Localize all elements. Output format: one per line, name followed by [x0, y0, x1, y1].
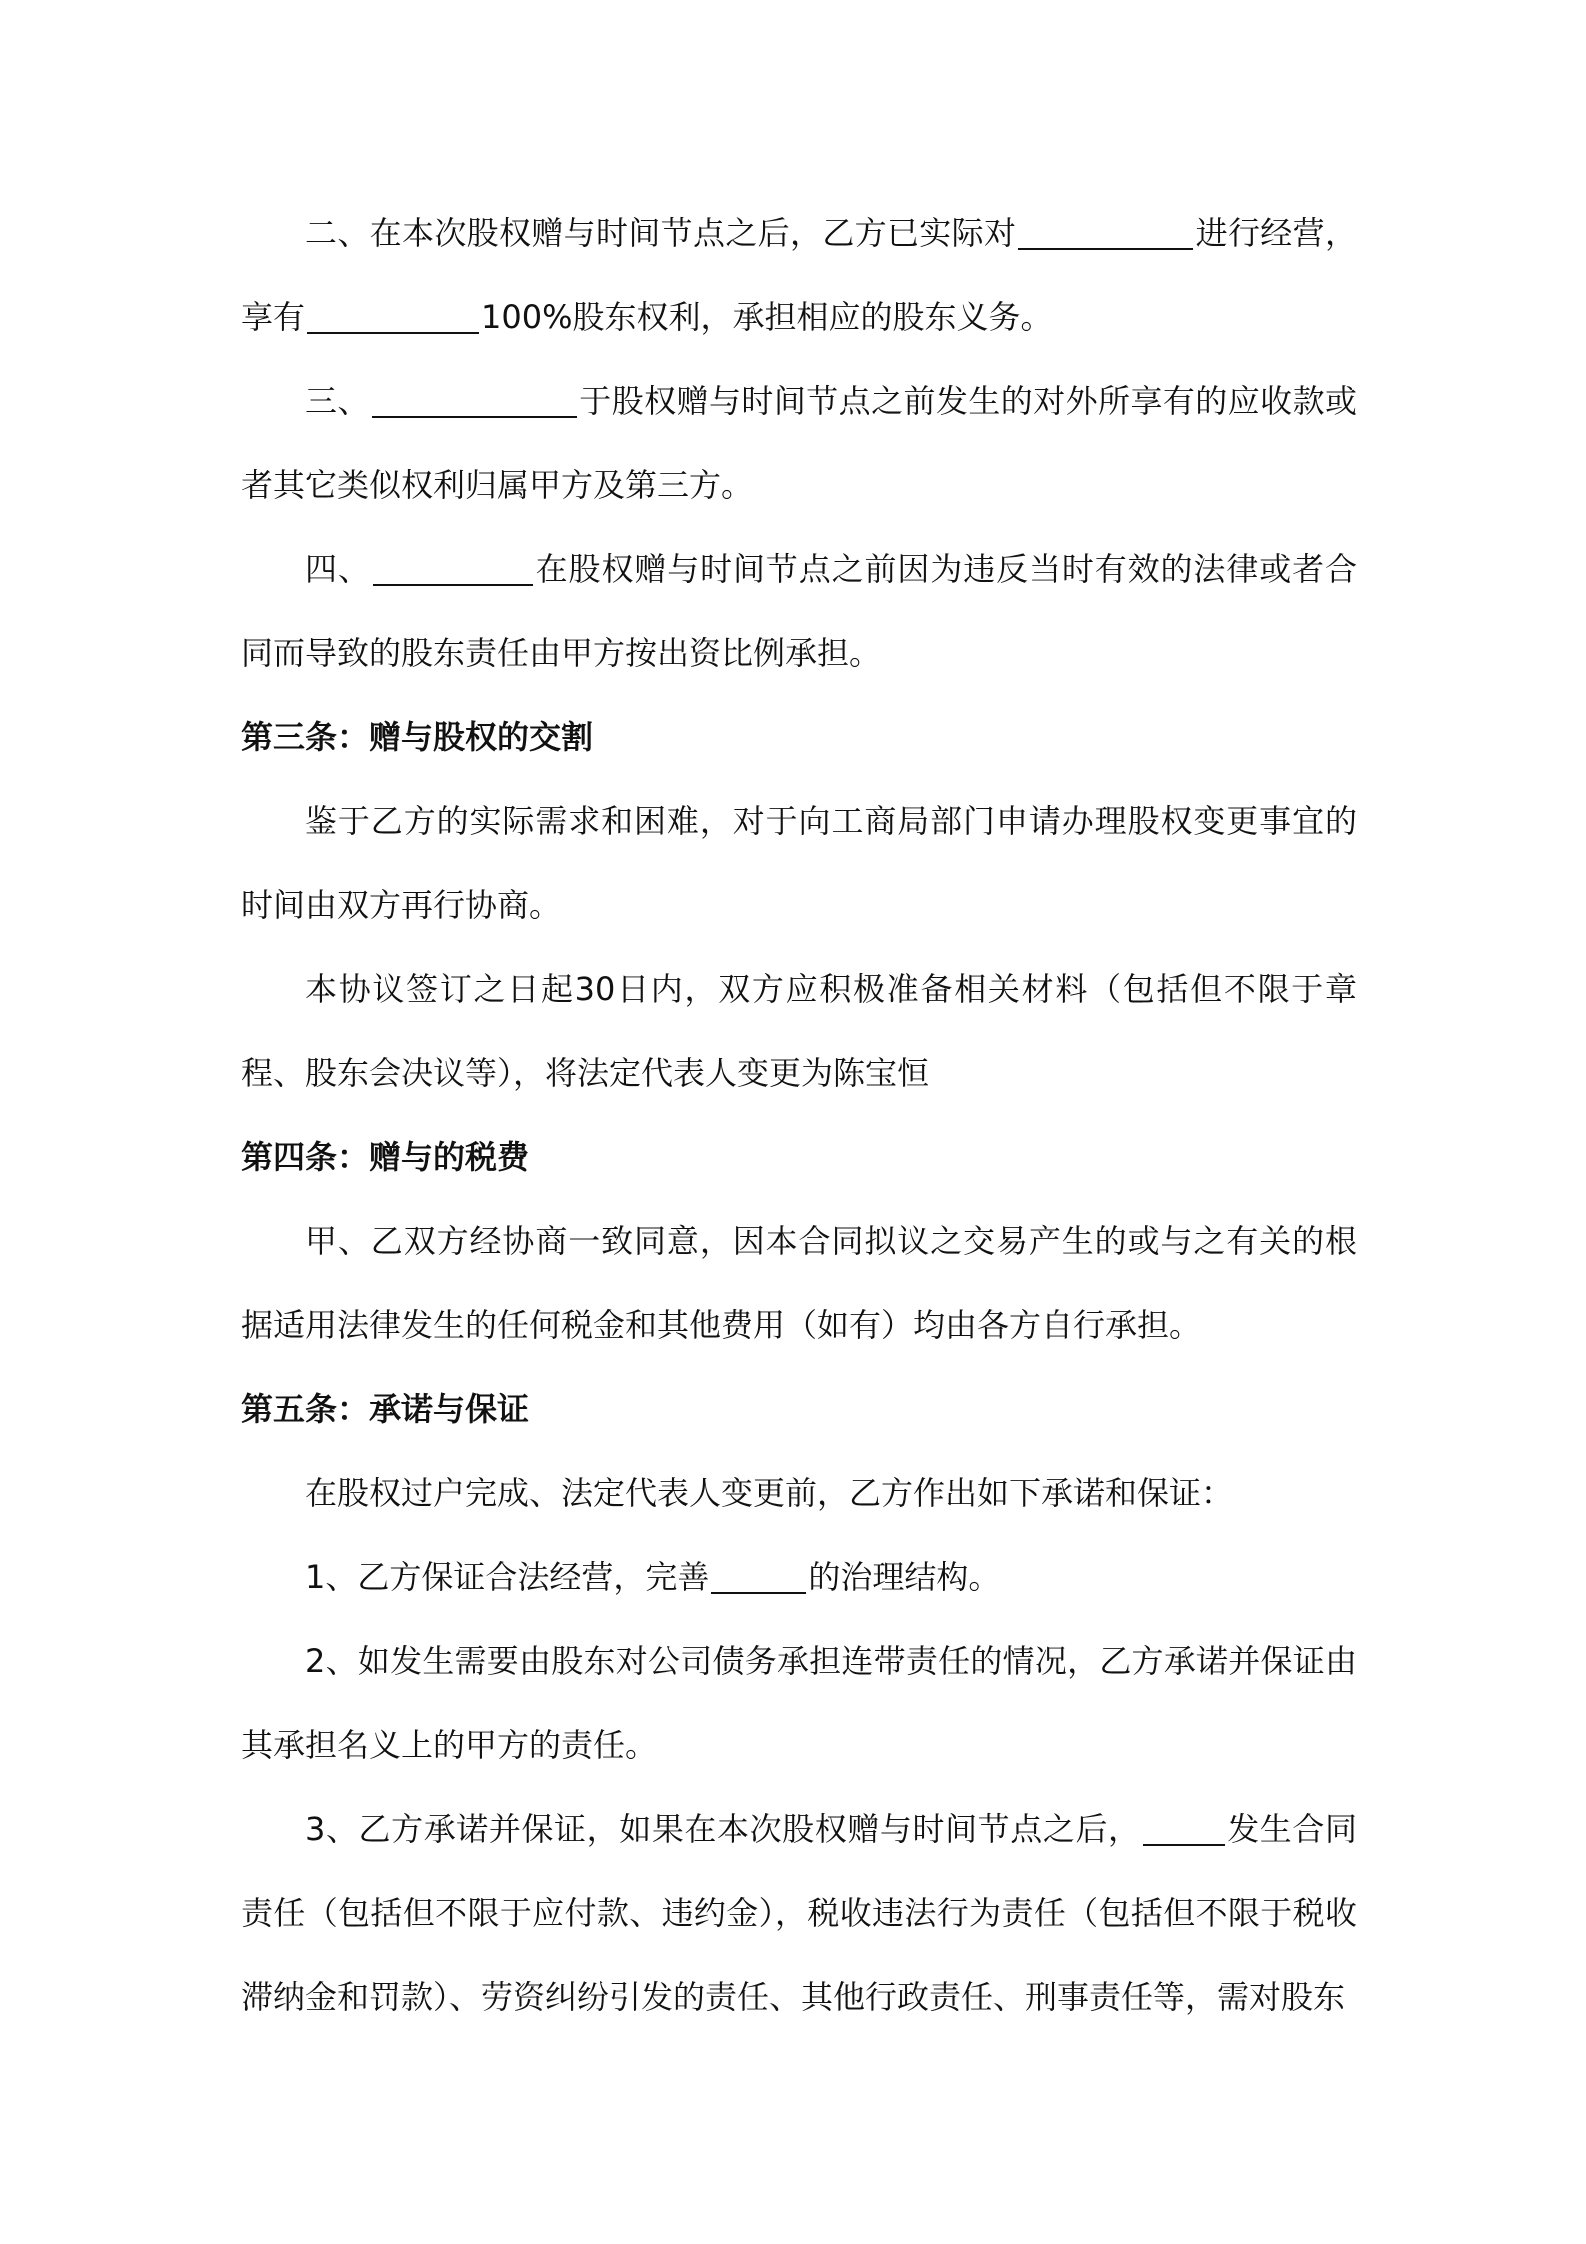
section-heading-5: 第五条：承诺与保证 — [241, 1390, 530, 1428]
paragraph-text: 二、在本次股权赠与时间节点之后，乙方已实际对 — [305, 214, 1017, 252]
paragraph-text: 在股权赠与时间节点之前因为违反当时有效的法律或者合同而导致的股东责任由甲方按出资比例承担。 — [241, 550, 1357, 672]
paragraph-text: 四、 — [305, 550, 371, 588]
paragraph-delivery-1: 鉴于乙方的实际需求和困难，对于向工商局部门申请办理股权变更事宜的时间由双方再行协商。 — [241, 802, 1357, 924]
paragraph-text: 于股权赠与时间节点之前发生的对外所享有的应收款或者其它类似权利归属甲方及第三方。 — [241, 382, 1357, 504]
paragraph-text: 100%股东权利，承担相应的股东义务。 — [481, 298, 1053, 336]
paragraph-4 — [241, 527, 1357, 695]
paragraph-commitment-3 — [241, 1787, 1357, 2039]
paragraph-text: 三、 — [305, 382, 370, 420]
fill-blank — [711, 1558, 806, 1594]
section-heading-3: 第三条：赠与股权的交割 — [241, 718, 594, 756]
paragraph-text: 3、乙方承诺并保证，如果在本次股权赠与时间节点之后， — [305, 1810, 1141, 1848]
paragraph-commitment-intro: 在股权过户完成、法定代表人变更前，乙方作出如下承诺和保证： — [305, 1474, 1234, 1512]
paragraph-text: 1、乙方保证合法经营，完善 — [305, 1558, 710, 1596]
fill-blank — [373, 550, 533, 586]
paragraph-commitment-2: 2、如发生需要由股东对公司债务承担连带责任的情况，乙方承诺并保证由其承担名义上的甲方的责任。 — [241, 1642, 1357, 1764]
fill-blank — [372, 382, 577, 418]
paragraph-tax: 甲、乙双方经协商一致同意，因本合同拟议之交易产生的或与之有关的根据适用法律发生的任何税金和其他费用（如有）均由各方自行承担。 — [241, 1222, 1357, 1344]
paragraph-delivery-2: 本协议签订之日起30日内，双方应积极准备相关材料（包括但不限于章程、股东会决议等），将法定代表人变更为陈宝恒 — [241, 970, 1357, 1092]
paragraph-text: 进行经营，享有 — [241, 214, 1357, 336]
document-body — [241, 191, 1357, 2039]
paragraph-text: 的治理结构。 — [808, 1558, 1001, 1596]
fill-blank — [307, 298, 479, 334]
fill-blank — [1018, 214, 1193, 250]
paragraph-2 — [241, 191, 1357, 359]
section-heading-4: 第四条：赠与的税费 — [241, 1138, 530, 1176]
paragraph-commitment-1 — [241, 1535, 1357, 1619]
fill-blank — [1143, 1810, 1225, 1846]
paragraph-3 — [241, 359, 1357, 527]
paragraph-text: 发生合同责任（包括但不限于应付款、违约金），税收违法行为责任（包括但不限于税收滞纳金和罚款）、劳资纠纷引发的责任、其他行政责任、刑事责任等，需对股东 — [241, 1810, 1357, 2016]
